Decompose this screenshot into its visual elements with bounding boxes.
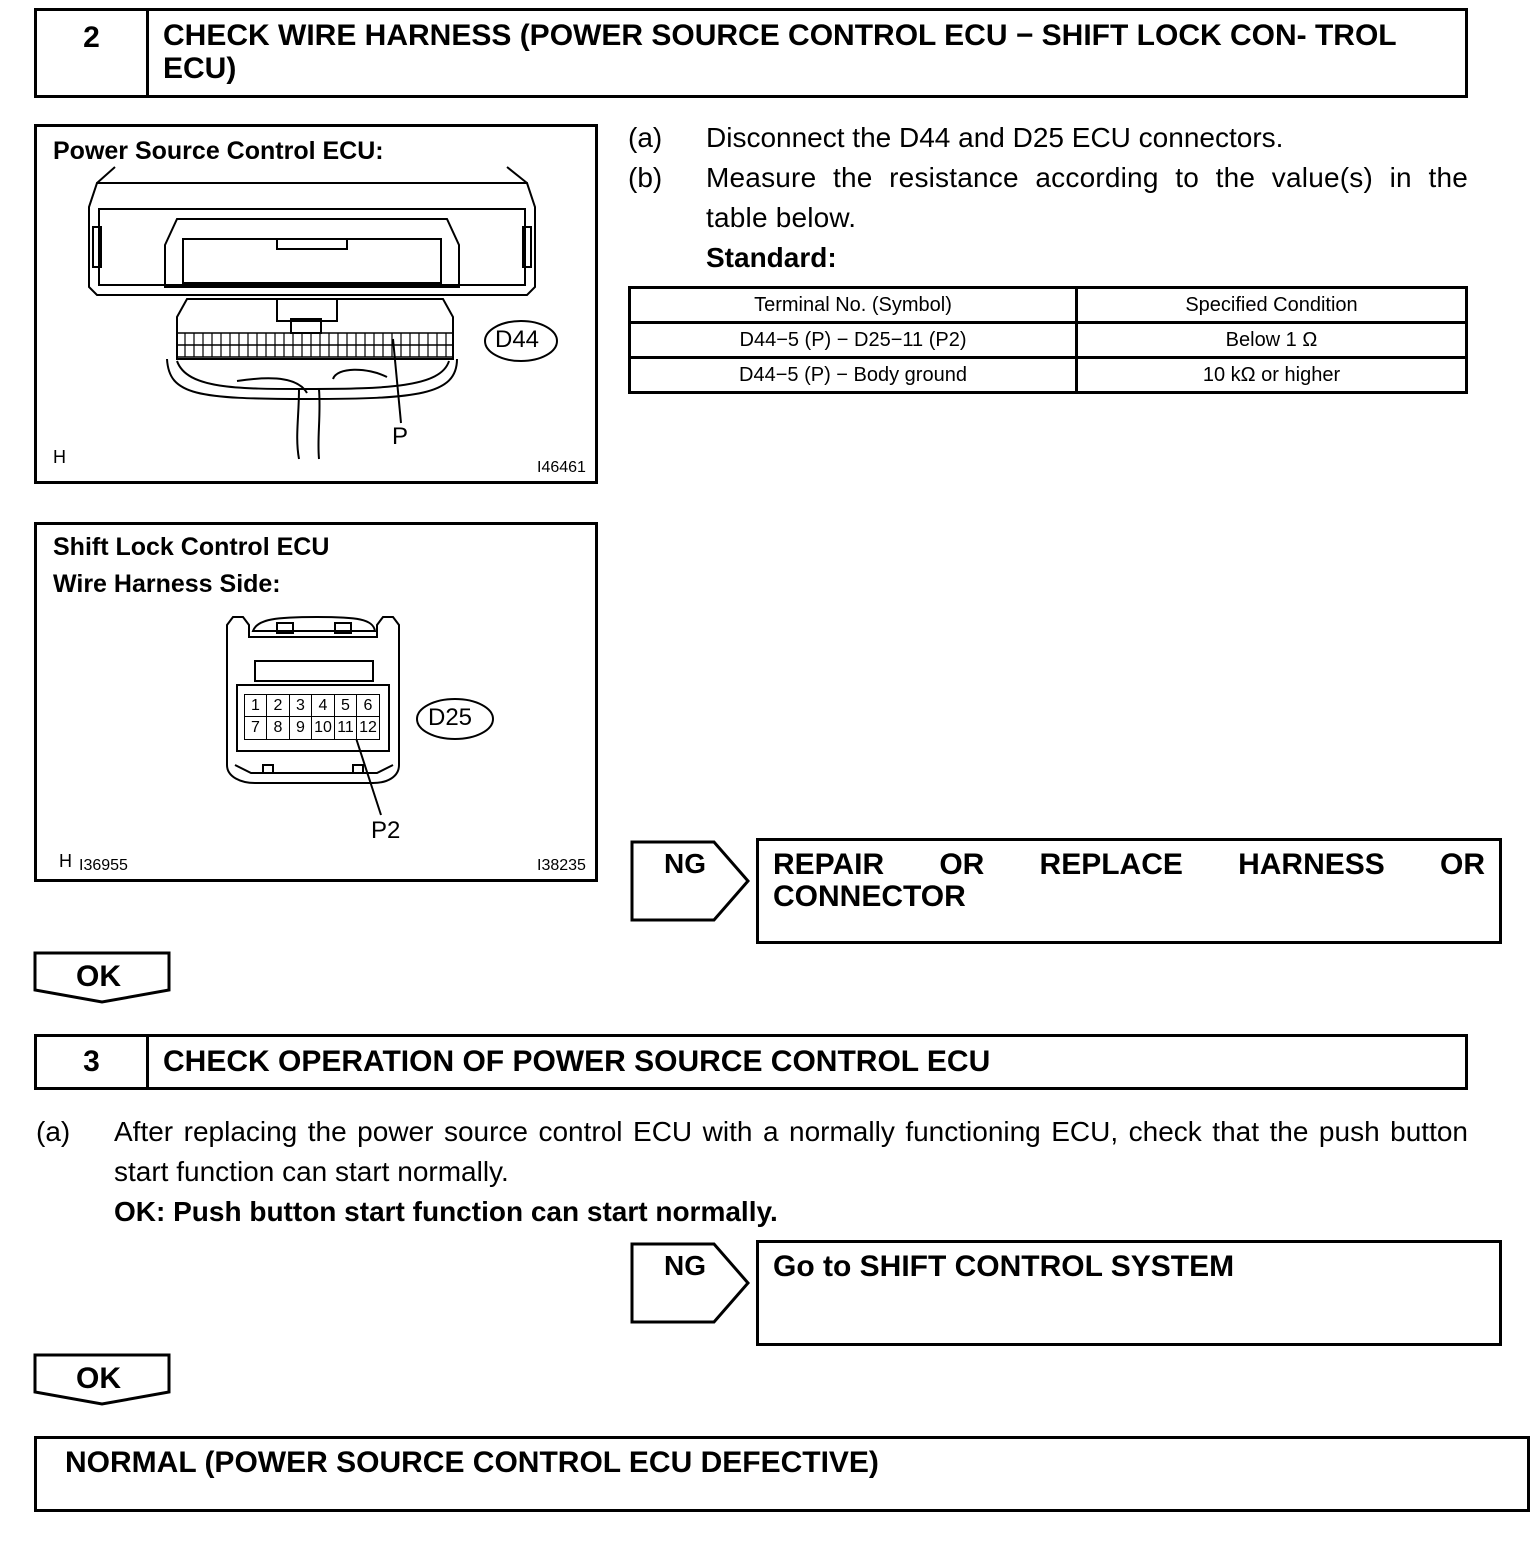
step-number: 2 <box>37 11 149 95</box>
step-3-instructions <box>36 1112 1468 1242</box>
d44-label: D44 <box>495 326 540 353</box>
header-terminal: Terminal No. (Symbol) <box>630 288 1077 323</box>
spec-table <box>628 286 1468 394</box>
pin-cell: 11 <box>334 716 358 740</box>
pin-cell: 8 <box>266 716 290 740</box>
step-number: 3 <box>37 1037 149 1087</box>
corner-code: H <box>59 851 72 871</box>
ng-result-text: REPAIR OR REPLACE HARNESS OR CONNECTOR <box>773 848 1485 913</box>
d44-connector-drawing <box>37 127 595 481</box>
ng-result-box <box>756 1240 1502 1346</box>
ng-label: NG <box>664 1250 706 1281</box>
final-result-box <box>34 1436 1530 1512</box>
figure-title: Power Source Control ECU: <box>53 137 384 165</box>
pin-p2-label: P2 <box>371 817 401 844</box>
table-cell: Below 1 Ω <box>1077 323 1467 358</box>
pin-cell: 2 <box>266 694 290 718</box>
figure-title-line2: Wire Harness Side: <box>53 570 281 598</box>
header-condition: Specified Condition <box>1077 288 1467 323</box>
step-title: CHECK WIRE HARNESS (POWER SOURCE CONTROL ECU − SHIFT LOCK CON- TROL ECU) <box>163 19 1397 85</box>
ng-label: NG <box>664 848 706 879</box>
figure-id: I46461 <box>537 459 586 476</box>
ok-label: OK <box>76 1362 121 1395</box>
table-cell: D44−5 (P) − D25−11 (P2) <box>630 323 1077 358</box>
pin-cell: 9 <box>289 716 313 740</box>
sub-figure-id: I36955 <box>79 857 128 874</box>
standard-label: Standard: <box>706 242 837 273</box>
figure-title-line1: Shift Lock Control ECU <box>53 533 330 561</box>
pin-cell: 6 <box>356 694 380 718</box>
step-2-instructions <box>628 118 1468 278</box>
table-row <box>630 358 1467 393</box>
table-row <box>630 323 1467 358</box>
figure-power-source-ecu <box>34 124 598 484</box>
pin-cell: 3 <box>289 694 313 718</box>
pin-cell: 12 <box>356 716 380 740</box>
pin-p-label: P <box>392 423 409 450</box>
figure-id: I38235 <box>537 857 586 874</box>
pin-cell: 1 <box>244 694 268 718</box>
step-2-header <box>34 8 1468 98</box>
pin-cell: 4 <box>311 694 335 718</box>
corner-code: H <box>53 447 66 467</box>
instruction-a: (a) Disconnect the D44 and D25 ECU connectors. <box>628 122 1284 153</box>
table-cell: D44−5 (P) − Body ground <box>630 358 1077 393</box>
instruction-b: (b) Measure the resistance according to the value(s) in the table below. <box>628 162 1468 233</box>
instruction-a: (a) After replacing the power source control ECU with a normally functioning ECU, check that the push button start function can start normally. <box>36 1116 1468 1187</box>
pin-cell: 10 <box>311 716 335 740</box>
table-cell: 10 kΩ or higher <box>1077 358 1467 393</box>
table-header-row <box>630 288 1467 323</box>
figure-shift-lock-ecu <box>34 522 598 882</box>
ng-result-box <box>756 838 1502 944</box>
step-3-header <box>34 1034 1468 1090</box>
pin-cell: 7 <box>244 716 268 740</box>
ng-result-text: Go to SHIFT CONTROL SYSTEM <box>773 1250 1235 1283</box>
d25-label: D25 <box>428 704 473 731</box>
d25-pin-grid <box>245 695 389 740</box>
ok-condition: OK: Push button start function can start normally. <box>114 1196 778 1227</box>
final-result-text: NORMAL (POWER SOURCE CONTROL ECU DEFECTIVE) <box>65 1446 879 1479</box>
ok-label: OK <box>76 960 121 993</box>
step-title: CHECK OPERATION OF POWER SOURCE CONTROL ECU <box>163 1045 991 1078</box>
pin-cell: 5 <box>334 694 358 718</box>
